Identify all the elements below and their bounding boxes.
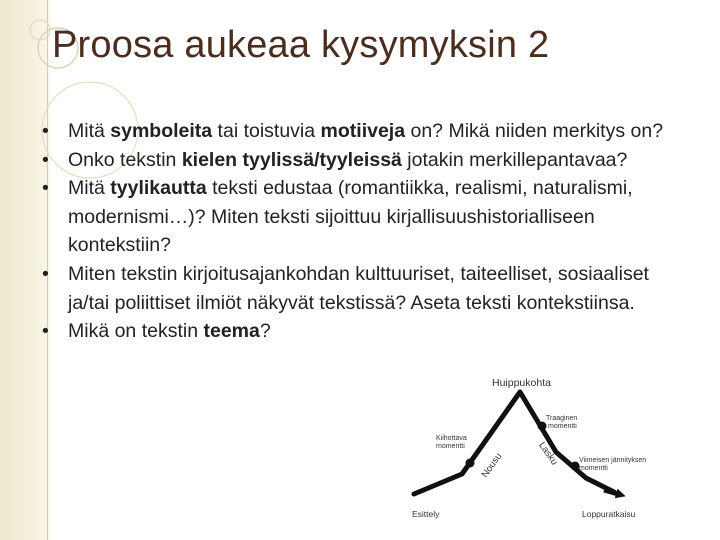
bullet-text: Onko tekstin [68, 148, 182, 171]
bullet-text: teksti edustaa (romantiikka, realismi, naturalismi, modernismi…)? Miten teksti sijoittuu kirjallisuushistorialliseen kontekstiin? [68, 177, 633, 257]
bullet-list [40, 117, 680, 346]
bullet-emphasis: teema [203, 320, 260, 343]
label-final-2: momentti [579, 465, 608, 472]
label-inciting-1: Kiihottava [436, 435, 467, 442]
bullet-text: jotakin merkillepantavaa? [401, 148, 628, 171]
slide-title: Proosa aukeaa kysymyksin 2 [52, 24, 550, 66]
bullet-emphasis: motiiveja [320, 120, 406, 142]
label-resolution: Loppuratkaisu [582, 509, 636, 519]
label-peak: Huippukohta [492, 377, 551, 389]
label-inciting-2: momentti [436, 443, 465, 450]
bullet-item [40, 260, 680, 317]
bullet-text: on? Mikä niiden merkitys on? [405, 120, 664, 142]
bullet-item [40, 117, 680, 146]
label-exposition: Esittely [412, 509, 440, 519]
label-tragic-1: Traaginen [546, 415, 578, 422]
label-falling: Lasku [536, 440, 560, 468]
plot-structure-diagram [404, 370, 720, 540]
bullet-emphasis: symboleita [110, 120, 213, 142]
point-inciting-moment [466, 459, 475, 468]
bullet-emphasis: tyylikautta [110, 177, 207, 200]
label-tragic-2: momentti [548, 423, 577, 430]
point-tragic-moment [538, 422, 547, 431]
bullet-text: Mikä on tekstin [68, 320, 204, 343]
bullet-text: tai toistuvia [212, 120, 321, 142]
bullet-emphasis: kielen tyylissä/tyyleissä [181, 148, 402, 171]
bullet-item [40, 174, 680, 260]
bullet-item [40, 146, 680, 175]
bullet-text: ? [259, 320, 271, 343]
label-rising: Nousu [479, 451, 505, 480]
bullet-text: Miten tekstin kirjoitusajankohdan kulttuuriset, taiteelliset, sosiaaliset ja/tai poliittiset ilmiöt näkyvät tekstissä? Aseta teksti kontekstiinsa. [68, 262, 649, 314]
bullet-text: Mitä [68, 177, 111, 200]
label-final-1: Viimeisen jännityksen [579, 457, 647, 464]
bullet-text: Mitä [68, 120, 111, 142]
bullet-item [40, 317, 680, 346]
